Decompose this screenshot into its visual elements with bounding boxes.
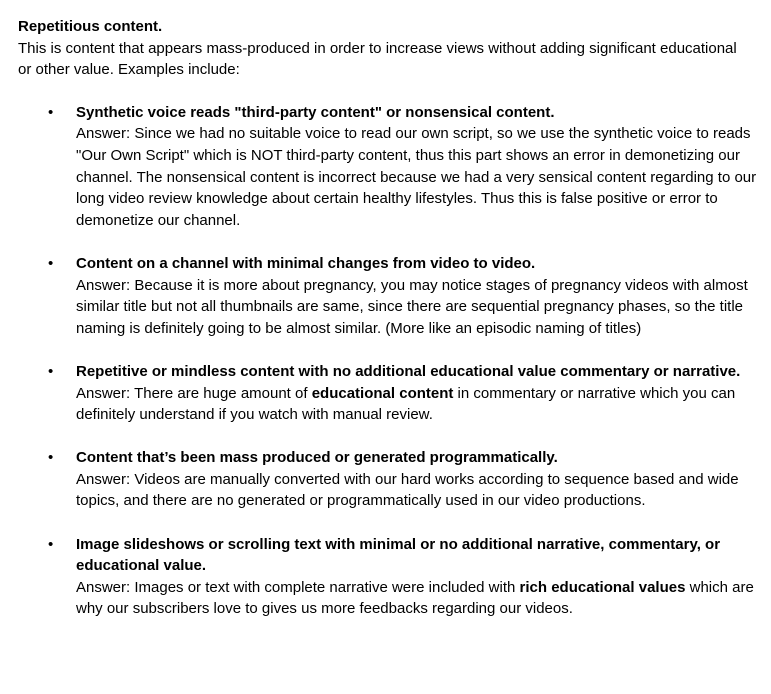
list-item xyxy=(18,447,758,512)
bullet-icon: • xyxy=(48,254,54,272)
example-answer xyxy=(76,275,758,340)
bullet-icon: • xyxy=(48,362,54,380)
answer-text: Answer: There are huge amount of xyxy=(76,384,312,402)
example-answer xyxy=(76,469,758,512)
section-heading: Repetitious content. xyxy=(18,18,163,35)
example-question: Repetitive or mindless content with no additional educational value commentary or narrative. xyxy=(76,362,741,380)
example-question: Content that’s been mass produced or generated programmatically. xyxy=(76,449,558,467)
examples-list xyxy=(18,102,757,620)
list-item xyxy=(18,534,758,620)
answer-text: Answer: Images or text with complete narrative were included with xyxy=(76,578,520,596)
example-answer xyxy=(76,123,758,231)
example-question: Synthetic voice reads "third-party content" or nonsensical content. xyxy=(76,103,555,121)
example-answer xyxy=(76,577,758,620)
answer-emphasis: rich educational values xyxy=(519,578,686,596)
bullet-icon: • xyxy=(48,449,54,467)
bullet-icon: • xyxy=(48,535,54,553)
list-item xyxy=(18,253,758,339)
list-item xyxy=(18,361,758,426)
answer-text-tail: in commentary or narrative which you can definitely understand if you watch with manual review. xyxy=(76,384,736,424)
example-question: Content on a channel with minimal changes from video to video. xyxy=(76,254,536,272)
example-question: Image slideshows or scrolling text with minimal or no additional narrative, commentary, or educational value. xyxy=(76,535,721,575)
example-answer xyxy=(76,383,758,426)
answer-text-tail: which are why our subscribers love to gives us more feedbacks regarding our videos. xyxy=(76,578,754,618)
intro-paragraph: This is content that appears mass-produced in order to increase views without adding significant educational or other value. Examples include: xyxy=(18,39,737,79)
list-item xyxy=(18,102,758,232)
bullet-icon: • xyxy=(48,103,54,121)
answer-text: Answer: Because it is more about pregnancy, you may notice stages of pregnancy videos with almost similar title but not all thumbnails are same, since there are sequential pregnancy phases, so the title naming is definitely going to be almost similar. (More like an episodic naming of titles) xyxy=(76,276,748,337)
answer-text: Answer: Since we had no suitable voice to read our own script, so we use the synthetic voice to reads "Our Own Script" which is NOT third-party content, thus this part shows an error in demonetizing our channel. The nonsensical content is incorrect because we had a very sensical content regarding to our long video review knowledge about certain healthy lifestyles. Thus this is false positive or error to demonetize our channel. xyxy=(76,125,757,229)
answer-emphasis: educational content xyxy=(311,384,454,402)
answer-text: Answer: Videos are manually converted with our hard works according to sequence based and wide topics, and there are no generated or programmatically used in our video productions. xyxy=(76,470,739,510)
